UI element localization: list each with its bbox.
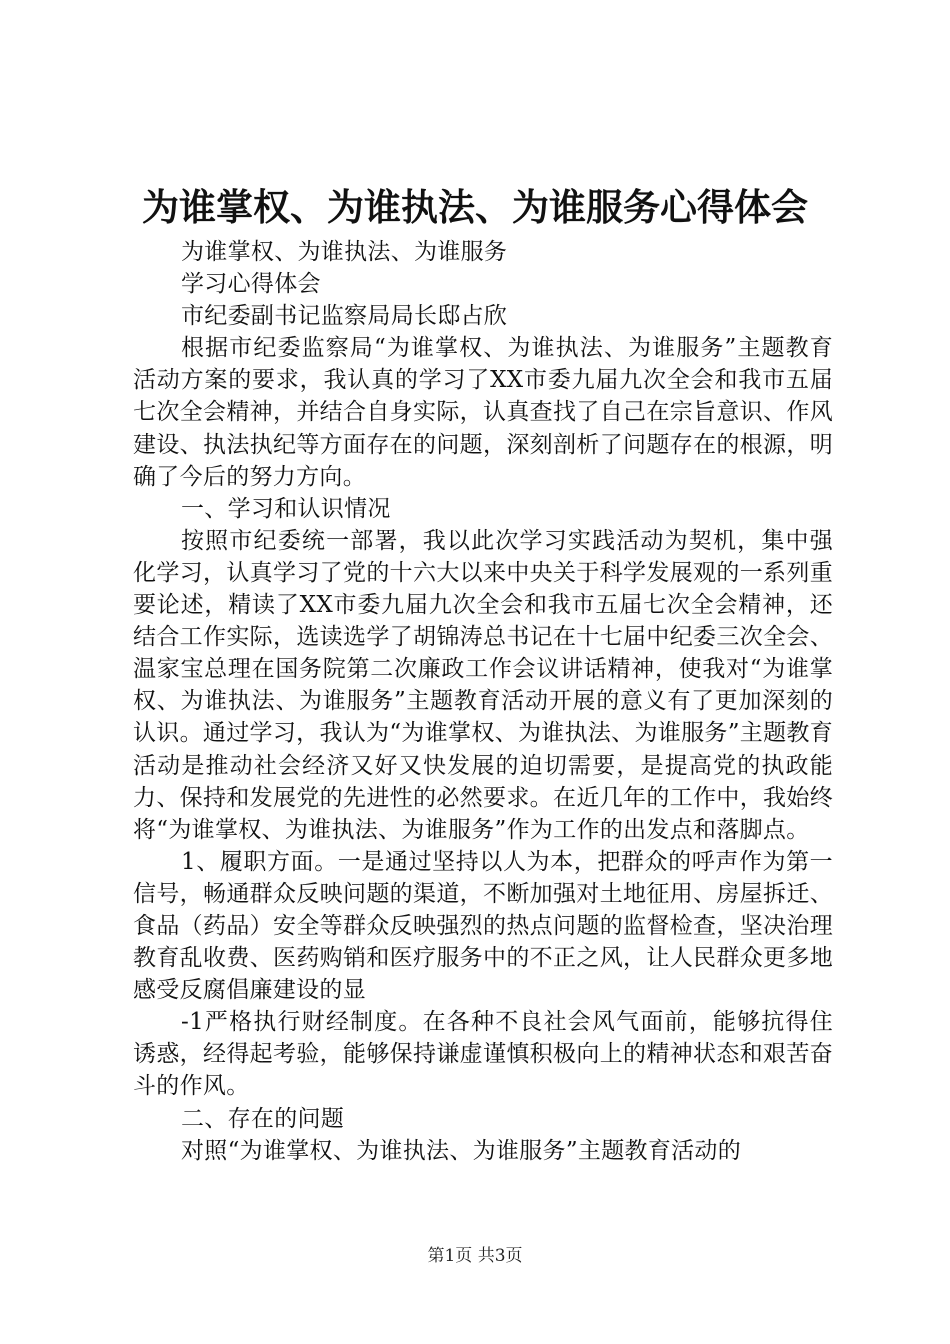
body-paragraph: -1严格执行财经制度。在各种不良社会风气面前，能够抗得住诱惑，经得起考验，能够保持谦虚谨慎积极向上的精神状态和艰苦奋斗的作风。	[133, 1009, 833, 1100]
page-footer: 第1页 共3页	[427, 1246, 523, 1266]
body-paragraph: 按照市纪委统一部署，我以此次学习实践活动为契机，集中强化学习，认真学习了党的十六大以来中央关于科学发展观的一系列重要论述，精读了XX市委九届九次全会和我市五届七次全会精神，还结合工作实际，选读选学了胡锦涛总书记在十七届中纪委三次全会、温家宝总理在国务院第二次廉政工作会议讲话精神，使我对“为谁掌权、为谁执法、为谁服务”主题教育活动开展的意义有了更加深刻的认识。通过学习，我认为“为谁掌权、为谁执法、为谁服务”主题教育活动是推动社会经济又好又快发展的迫切需要，是提高党的执政能力、保持和发展党的先进性的必然要求。在近几年的工作中，我始终将“为谁掌权、为谁执法、为谁服务”作为工作的出发点和落脚点。	[133, 527, 833, 843]
document-title: 为谁掌权、为谁执法、为谁服务心得体会	[142, 186, 808, 229]
author-line: 市纪委副书记监察局局长邸占欣	[181, 303, 508, 330]
section-heading: 二、存在的问题	[181, 1105, 345, 1132]
body-paragraph: 对照“为谁掌权、为谁执法、为谁服务”主题教育活动的	[181, 1137, 742, 1164]
body-paragraph: 根据市纪委监察局“为谁掌权、为谁执法、为谁服务”主题教育活动方案的要求，我认真的学习了XX市委九届九次全会和我市五届七次全会精神，并结合自身实际，认真查找了自己在宗旨意识、作风建设、执法执纪等方面存在的问题，深刻剖析了问题存在的根源，明确了今后的努力方向。	[133, 335, 833, 490]
document-body	[133, 236, 833, 1167]
subtitle-line: 为谁掌权、为谁执法、为谁服务	[181, 239, 508, 265]
body-paragraph: 1、履职方面。一是通过坚持以人为本，把群众的呼声作为第一信号，畅通群众反映问题的渠道，不断加强对土地征用、房屋拆迁、食品（药品）安全等群众反映强烈的热点问题的监督检查，坚决治理教育乱收费、医药购销和医疗服务中的不正之风，让人民群众更多地感受反腐倡廉建设的显	[133, 848, 833, 1004]
section-heading: 一、学习和认识情况	[181, 495, 391, 522]
subtitle-line: 学习心得体会	[181, 271, 321, 298]
